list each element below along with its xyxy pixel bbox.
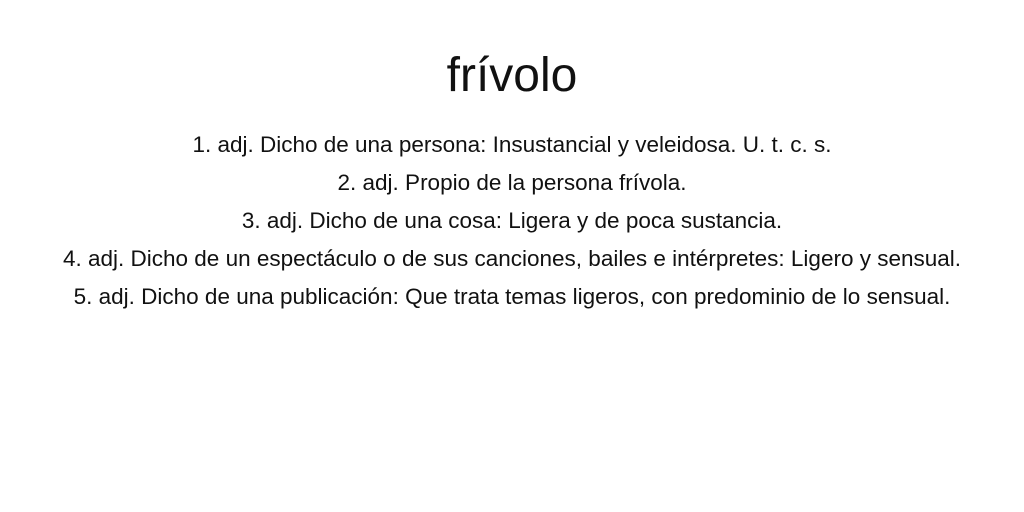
definition-item: 5. adj. Dicho de una publicación: Que trata temas ligeros, con predominio de lo sensual. bbox=[73, 284, 951, 309]
definition-item: 4. adj. Dicho de un espectáculo o de sus canciones, bailes e intérpretes: Ligero y sensual. bbox=[62, 246, 962, 271]
definition-item: 2. adj. Propio de la persona frívola. bbox=[337, 170, 687, 195]
definition-item: 3. adj. Dicho de una cosa: Ligera y de poca sustancia. bbox=[241, 208, 783, 233]
definition-item: 1. adj. Dicho de una persona: Insustancial y veleidosa. U. t. c. s. bbox=[192, 132, 832, 157]
definition-list bbox=[62, 126, 962, 316]
headword: frívolo bbox=[446, 49, 578, 102]
